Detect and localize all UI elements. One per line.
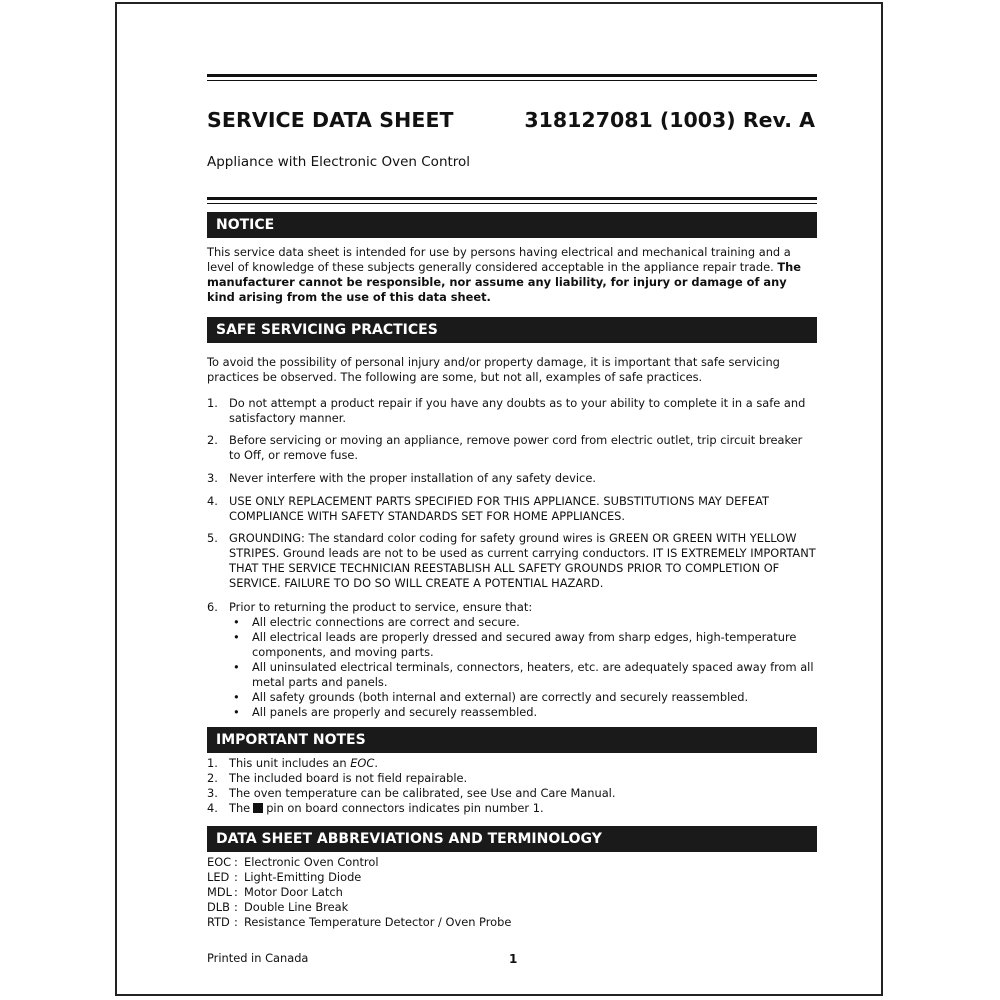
abbreviation-colon: : xyxy=(234,900,238,914)
page-number: 1 xyxy=(509,952,518,966)
list-item-text: USE ONLY REPLACEMENT PARTS SPECIFIED FOR THIS APPLIANCE. SUBSTITUTIONS MAY DEFEAT COMPLIANCE WITH SAFETY STANDARDS SET FOR HOME APPLIANCES. xyxy=(229,494,769,523)
list-item-number: 2. xyxy=(207,433,218,447)
list-item xyxy=(207,531,817,591)
top-double-rule xyxy=(207,74,817,81)
note-row xyxy=(207,801,817,816)
abbreviation-colon: : xyxy=(234,870,238,884)
abbreviation-colon: : xyxy=(234,885,238,899)
abbreviation-key: RTD xyxy=(207,915,230,929)
abbreviation-key: DLB xyxy=(207,900,230,914)
note-number: 4. xyxy=(207,801,218,815)
abbreviation-row xyxy=(207,900,817,915)
checklist-item: • All electric connections are correct and secure. xyxy=(229,615,817,630)
page-subtitle: Appliance with Electronic Oven Control xyxy=(207,154,471,170)
safe-practices-intro: To avoid the possibility of personal injury and/or property damage, it is important that safe servicing practices be observed. The following are some, but not all, examples of safe practices. xyxy=(207,355,780,384)
notice-body: This service data sheet is intended for use by persons having electrical and mechanical training and a level of knowledge of these subjects generally considered acceptable in the appliance repair trade. xyxy=(207,245,791,274)
pin-square-icon xyxy=(253,803,263,813)
page-title: SERVICE DATA SHEET xyxy=(207,108,454,132)
important-notes-heading: IMPORTANT NOTES xyxy=(207,727,817,753)
checklist-item: • All panels are properly and securely reassembled. xyxy=(229,705,817,720)
list-item-number: 3. xyxy=(207,471,218,485)
abbreviation-key: LED xyxy=(207,870,230,884)
list-item-text: GROUNDING: The standard color coding for safety ground wires is GREEN OR GREEN WITH YELLOW STRIPES. Ground leads are not to be used as current carrying conductors. IT IS EXTREMELY IMPORTANT THAT THE SERVICE TECHNICIAN REESTABLISH ALL SAFETY GROUNDS PRIOR TO COMPLETION OF SERVICE. FAILURE TO DO SO WILL CREATE A POTENTIAL HAZARD. xyxy=(229,531,816,590)
abbreviations-heading: DATA SHEET ABBREVIATIONS AND TERMINOLOGY xyxy=(207,826,817,852)
note-text-part: The xyxy=(229,801,251,815)
document-page xyxy=(115,2,883,996)
note-text xyxy=(229,756,378,771)
list-item-text: Do not attempt a product repair if you have any doubts as to your ability to complete it in a safe and satisfactory manner. xyxy=(229,396,806,425)
printed-in-label: Printed in Canada xyxy=(207,951,309,965)
notice-disclaimer: The manufacturer cannot be responsible, nor assume any liability, for injury or damage of any kind arising from the use of this data sheet. xyxy=(207,260,801,304)
abbreviation-row xyxy=(207,885,817,900)
abbreviations-list xyxy=(207,855,817,930)
checklist-item: • All safety grounds (both internal and external) are correctly and securely reassembled. xyxy=(229,690,817,705)
list-item-text: Never interfere with the proper installation of any safety device. xyxy=(229,471,596,485)
list-item-number: 5. xyxy=(207,531,218,545)
important-notes-list xyxy=(207,756,817,816)
list-item xyxy=(207,494,817,524)
note-text: The oven temperature can be calibrated, see Use and Care Manual. xyxy=(229,786,616,800)
notice-heading: NOTICE xyxy=(207,212,817,238)
list-item xyxy=(207,396,817,426)
note-row xyxy=(207,756,817,771)
checklist-item: • All electrical leads are properly dressed and secured away from sharp edges, high-temperature components, and moving parts. xyxy=(229,630,817,660)
abbreviation-value: Resistance Temperature Detector / Oven Probe xyxy=(244,915,512,929)
notice-text xyxy=(207,245,817,305)
checklist-item: • All uninsulated electrical terminals, connectors, heaters, etc. are adequately spaced away from all metal parts and panels. xyxy=(229,660,817,690)
list-item xyxy=(207,433,817,463)
list-item xyxy=(207,600,817,720)
note-text xyxy=(229,801,544,816)
header-double-rule xyxy=(207,197,817,204)
safe-practices-heading: SAFE SERVICING PRACTICES xyxy=(207,317,817,343)
note-number: 2. xyxy=(207,771,218,785)
list-item-number: 6. xyxy=(207,600,218,614)
abbreviation-key: EOC xyxy=(207,855,232,869)
abbreviation-value: Light-Emitting Diode xyxy=(244,870,362,884)
list-item xyxy=(207,471,817,486)
note-text-part: This unit includes an xyxy=(229,756,351,770)
list-item-number: 1. xyxy=(207,396,218,410)
abbreviation-value: Double Line Break xyxy=(244,900,349,914)
note-text: The included board is not field repairable. xyxy=(229,771,468,785)
document-number: 318127081 (1003) Rev. A xyxy=(524,108,815,132)
note-abbr-emphasis: EOC xyxy=(350,756,375,770)
checklist xyxy=(229,615,817,720)
list-item-text: Prior to returning the product to service, ensure that: xyxy=(229,600,533,614)
abbreviation-colon: : xyxy=(234,915,238,929)
abbreviation-value: Motor Door Latch xyxy=(244,885,343,899)
abbreviation-colon: : xyxy=(234,855,238,869)
abbreviation-row xyxy=(207,915,817,930)
note-number: 3. xyxy=(207,786,218,800)
note-text-end: . xyxy=(374,756,378,770)
abbreviation-row xyxy=(207,855,817,870)
note-row xyxy=(207,786,817,801)
list-item-number: 4. xyxy=(207,494,218,508)
note-text-end: pin on board connectors indicates pin number 1. xyxy=(266,801,544,815)
list-item-text: Before servicing or moving an appliance, remove power cord from electric outlet, trip circuit breaker to Off, or remove fuse. xyxy=(229,433,803,462)
note-row xyxy=(207,771,817,786)
note-number: 1. xyxy=(207,756,218,770)
abbreviation-key: MDL xyxy=(207,885,232,899)
abbreviation-row xyxy=(207,870,817,885)
abbreviation-value: Electronic Oven Control xyxy=(244,855,379,869)
